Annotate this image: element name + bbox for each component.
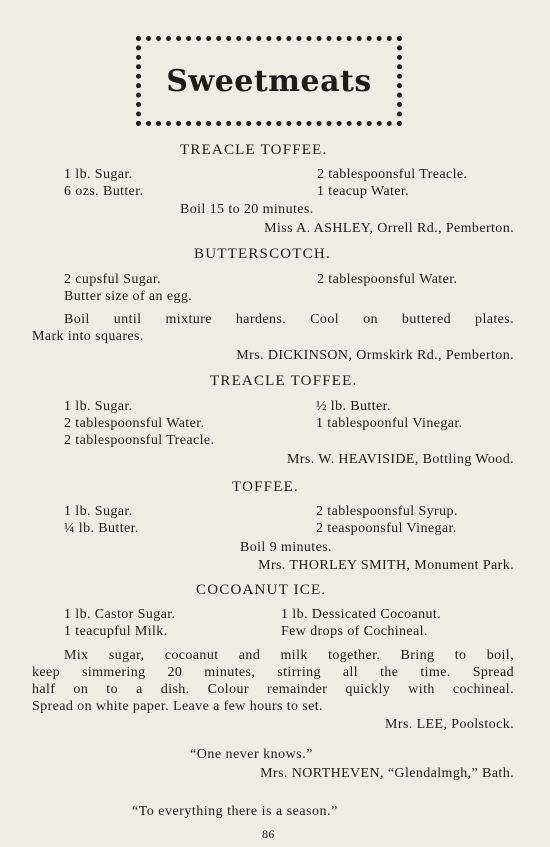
- ingredient-right: 1 tablespoonful Vinegar.: [316, 416, 463, 431]
- ingredient-right: 1 teacup Water.: [317, 184, 410, 199]
- motto-text: “One never knows.”: [190, 747, 313, 762]
- method-text: Boil 15 to 20 minutes.: [180, 202, 314, 217]
- bottom-quote: “To everything there is a season.”: [132, 804, 338, 819]
- ingredient-left: 1 lb. Sugar.: [64, 399, 133, 414]
- recipe-heading: BUTTERSCOTCH.: [194, 246, 331, 262]
- ingredient-left: ¼ lb. Butter.: [64, 521, 139, 536]
- method-text: Mark into squares.: [32, 329, 144, 344]
- page-number: 86: [262, 827, 275, 841]
- ingredient-left: 2 cupsful Sugar.: [64, 272, 162, 287]
- method-text: Spread on white paper. Leave a few hours to set.: [32, 699, 323, 714]
- ingredient-right: 2 tablespoonsful Water.: [317, 272, 458, 287]
- ingredient-right: 2 tablespoonsful Treacle.: [317, 167, 468, 182]
- ingredient-left: 6 ozs. Butter.: [64, 184, 144, 199]
- ingredient-right: 1 lb. Dessicated Cocoanut.: [281, 607, 442, 622]
- recipe-author: Mrs. THORLEY SMITH, Monument Park.: [258, 558, 514, 573]
- recipe-heading: TREACLE TOFFEE.: [210, 373, 358, 389]
- method-text: Boil 9 minutes.: [240, 540, 332, 555]
- recipe-author: Miss A. ASHLEY, Orrell Rd., Pemberton.: [264, 221, 514, 236]
- page-title: Sweetmeats: [166, 63, 372, 99]
- ingredient-left: Butter size of an egg.: [64, 289, 193, 304]
- recipe-author: Mrs. W. HEAVISIDE, Bottling Wood.: [286, 452, 514, 467]
- recipe-author: Mrs. LEE, Poolstock.: [385, 717, 514, 732]
- ingredient-left: 1 lb. Castor Sugar.: [64, 607, 176, 622]
- ingredient-left: 2 tablespoonsful Treacle.: [64, 433, 215, 448]
- recipe-heading: COCOANUT ICE.: [196, 582, 327, 598]
- recipe-author: Mrs. DICKINSON, Ormskirk Rd., Pemberton.: [236, 348, 514, 363]
- ingredient-right: Few drops of Cochineal.: [281, 624, 428, 639]
- method-text: keep simmering 20 minutes, stirring all the time. Spread: [32, 665, 514, 680]
- recipe-heading: TOFFEE.: [232, 479, 299, 495]
- ingredient-left: 1 lb. Sugar.: [64, 504, 133, 519]
- ingredient-left: 2 tablespoonsful Water.: [64, 416, 205, 431]
- title-frame: [136, 36, 402, 126]
- ingredient-right: ½ lb. Butter.: [316, 399, 391, 414]
- motto-author: Mrs. NORTHEVEN, “Glendalmgh,” Bath.: [260, 766, 514, 781]
- method-text: Mix sugar, cocoanut and milk together. Bring to boil,: [64, 648, 514, 663]
- ingredient-left: 1 teacupful Milk.: [64, 624, 168, 639]
- ingredient-left: 1 lb. Sugar.: [64, 167, 133, 182]
- ingredient-right: 2 tablespoonsful Syrup.: [316, 504, 458, 519]
- method-text: half on to a dish. Colour remainder quickly with cochineal.: [32, 682, 514, 697]
- ingredient-right: 2 teaspoonsful Vinegar.: [316, 521, 457, 536]
- recipe-heading: TREACLE TOFFEE.: [180, 142, 328, 158]
- method-text: Boil until mixture hardens. Cool on buttered plates.: [64, 312, 514, 327]
